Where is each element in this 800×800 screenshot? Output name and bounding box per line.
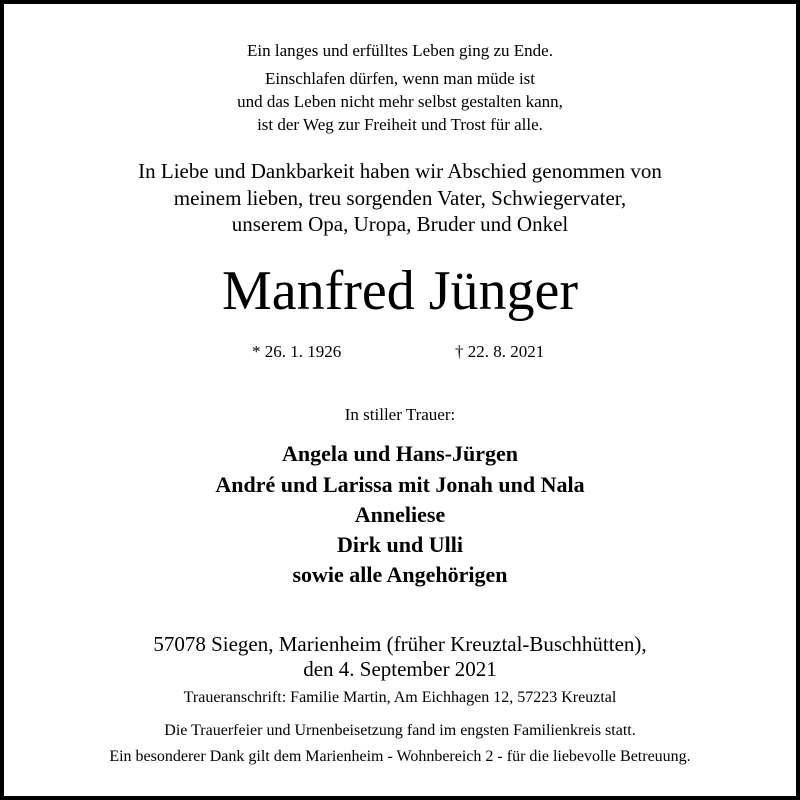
date-line: den 4. September 2021 (303, 657, 497, 681)
death-date: † 22. 8. 2021 (455, 342, 545, 361)
mourner-line-2: André und Larissa mit Jonah und Nala (215, 472, 585, 497)
mourner-line-1: Angela und Hans-Jürgen (282, 441, 518, 466)
mourning-address: Traueranschrift: Familie Martin, Am Eichhagen 12, 57223 Kreuztal (183, 689, 617, 706)
poem-line-2: Einschlafen dürfen, wenn man müde ist (264, 69, 536, 88)
poem-line-4: ist der Weg zur Freiheit und Trost für alle. (257, 115, 543, 134)
thanks-note: Ein besonderer Dank gilt dem Marienheim - Wohnbereich 2 - für die liebevolle Betreuung. (109, 748, 691, 765)
poem-line-1: Ein langes und erfülltes Leben ging zu Ende. (247, 41, 553, 60)
intro-line-1: In Liebe und Dankbarkeit haben wir Abschied genommen von (138, 159, 662, 183)
poem-line-3: und das Leben nicht mehr selbst gestalten kann, (237, 92, 563, 111)
mourner-line-5: sowie alle Angehörigen (292, 562, 508, 587)
intro-line-2: meinem lieben, treu sorgenden Vater, Schwiegervater, (173, 186, 627, 210)
place-line: 57078 Siegen, Marienheim (früher Kreuztal-Buschhütten), (153, 632, 647, 656)
life-dates (4, 341, 796, 365)
ceremony-note: Die Trauerfeier und Urnenbeisetzung fand im engsten Familienkreis statt. (164, 722, 636, 739)
mourner-line-3: Anneliese (354, 502, 446, 527)
birth-date: * 26. 1. 1926 (252, 342, 342, 361)
mourner-line-4: Dirk und Ulli (337, 532, 463, 557)
mourning-heading: In stiller Trauer: (344, 405, 456, 424)
deceased-name: Manfred Jünger (221, 260, 579, 322)
intro-line-3: unserem Opa, Uropa, Bruder und Onkel (231, 212, 569, 236)
